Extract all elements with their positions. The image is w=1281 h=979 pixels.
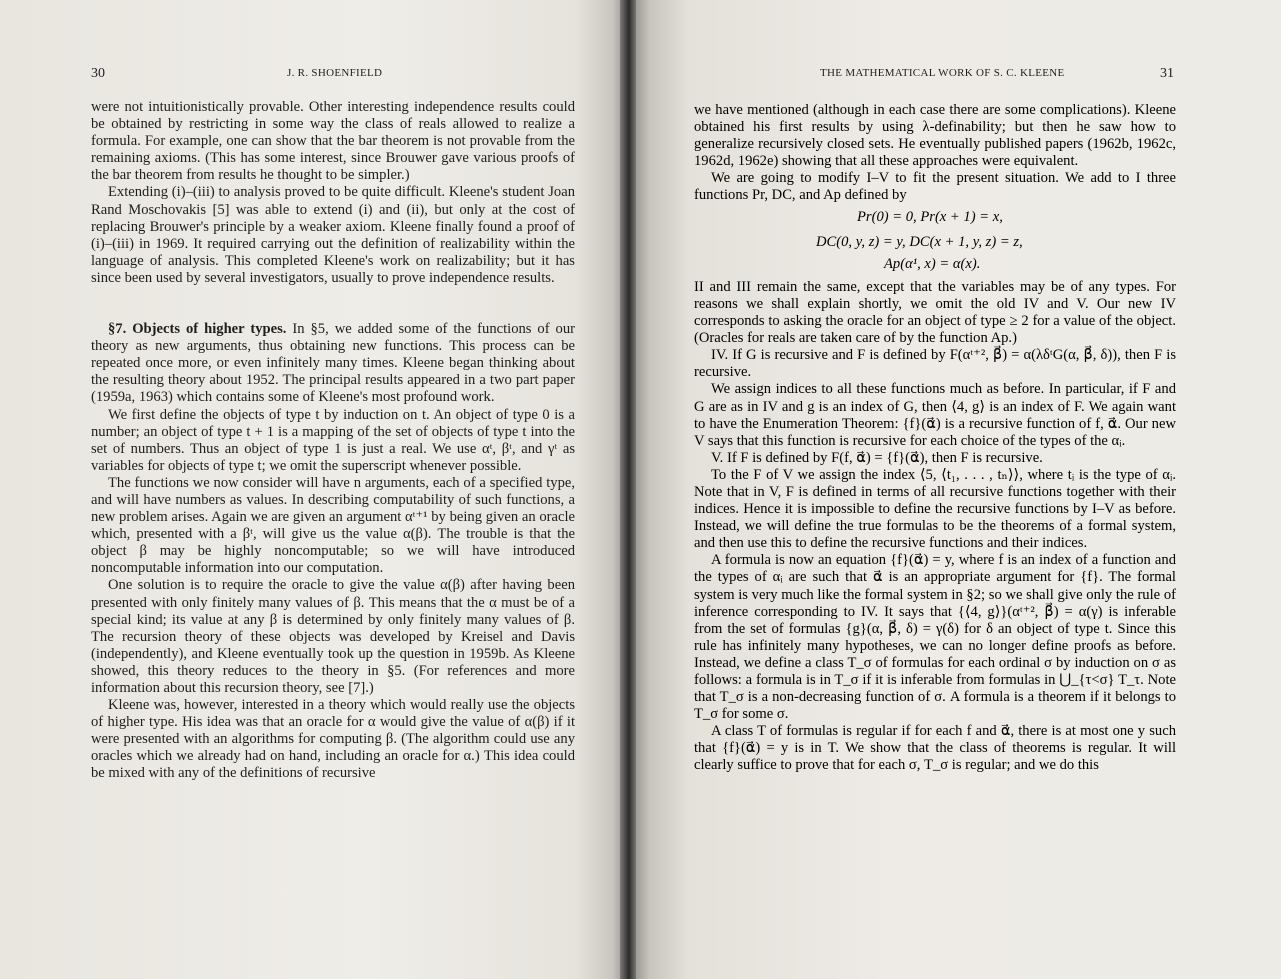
paragraph: The functions we now consider will have n arguments, each of a specified type, and will have numbers as values. In describing computability of such functions, a new problem arises. Again we are given an argument αᵗ⁺¹ by being given an oracle which, presented with a βᵗ, will give us the value α(β). The trouble is that the object β may be highly noncomputable; so we will have introduced noncomputable information into our computation. (91, 474, 575, 577)
book-gutter (620, 0, 636, 979)
section-paragraph (91, 321, 575, 406)
section-heading: §7. Objects of higher types. (108, 321, 287, 338)
paragraph: IV. If G is recursive and F is defined by F(αᵗ⁺², β⃗) = α(λδᵗG(α, β⃗, δ)), then F is recursive. (694, 347, 1176, 381)
page-number: 31 (1160, 66, 1174, 81)
paragraph: A class T of formulas is regular if for each f and α⃗, there is at most one y such that {f}(α⃗) = y is in T. We show that the class of theorems is regular. It will clearly suffice to prove that for each σ, T_σ is regular; and we do this (694, 723, 1176, 774)
left-page (0, 0, 625, 979)
paragraph: V. If F is defined by F(f, α⃗) = {f}(α⃗), then F is recursive. (711, 449, 1043, 466)
paragraph: We are going to modify I–V to fit the present situation. We add to I three functions Pr, DC, and Ap defined by (694, 170, 1176, 204)
paragraph-text: In §5, we added some of the functions of our theory as new arguments, thus obtaining new functions. This process can be repeated once more, or even infinitely many times. Kleene began thinking about the resulting theory about 1952. The principal results appeared in a two part paper (1959a, 1963) which contains some of Kleene's most profound work. (91, 321, 576, 406)
equation: DC(0, y, z) = y, DC(x + 1, y, z) = z, (816, 233, 1023, 250)
paragraph: We first define the objects of type t by induction on t. An object of type 0 is a number; an object of type t + 1 is a mapping of the set of objects of type t into the set of numbers. Thus an object of type 1 is just a real. We use αᵗ, βᵗ, and γᵗ as variables for objects of type t; we omit the superscript whenever possible. (91, 406, 575, 474)
paragraph: II and III remain the same, except that the variables may be of any types. For reasons we shall explain shortly, we omit the old IV and V. Our new IV corresponds to asking the oracle for an object of type ≥ 2 for a value of the object. (Oracles for reals are taken care of by the function Ap.) (694, 278, 1176, 347)
right-body-text (694, 102, 1176, 775)
paragraph: To the F of V we assign the index ⟨5, ⟨t₁, . . . , tₙ⟩⟩, where tᵢ is the type of αᵢ. Note that in V, F is defined in terms of all recursive functions together with their indices. Hence it is impossible to define the recursive functions by I–V as before. Instead, we will define the true formulas to be the theorems of a formal system, and then use this to define the recursive functions and their indices. (694, 466, 1176, 552)
equation: Ap(α¹, x) = α(x). (884, 255, 981, 272)
paragraph: A formula is now an equation {f}(α⃗) = y, where f is an index of a function and the types of αᵢ are such that α⃗ is an appropriate argument for {f}. The formal system is very much like the formal system in §2; so we shall give only the rule of inference corresponding to IV. It says that {⟨4, g⟩}(αᵗ⁺², β⃗) = α(γ) is inferable from the set of formulas {g}(α, β⃗, δ) = γ(δ) for δ an object of type t. Since this rule has infinitely many hypotheses, we can no longer define proofs as before. Instead, we define a class T_σ of formulas for each ordinal σ by induction on σ as follows: a formula is in T_σ if it is inferable from formulas in ⋃_{τ<σ} T_τ. Note that T_σ is a non-decreasing function of σ. A formula is a theorem if it belongs to T_σ for some σ. (694, 552, 1176, 723)
paragraph: We assign indices to all these functions much as before. In particular, if F and G are as in IV and g is an index of G, then ⟨4, g⟩ is an index of F. We again want to have the Enumeration Theorem: {f}(α⃗) is a recursive function of f, α⃗. Our new V says that this function is recursive for each choice of the types of the αᵢ. (694, 381, 1176, 449)
page-number: 30 (91, 66, 105, 81)
paragraph: we have mentioned (although in each case there are some complications). Kleene obtained his first results by using λ-definability; but then he saw how to generalize recursively closed sets. He eventually published papers (1962b, 1962c, 1962d, 1962e) showing that all these approaches were equivalent. (694, 102, 1176, 170)
paragraph: Extending (i)–(iii) to analysis proved to be quite difficult. Kleene's student Joan Rand Moschovakis [5] was able to extend (i) and (ii), but only at the cost of replacing Brouwer's principle by a weaker axiom. Kleene finally found a proof of (i)–(iii) in 1969. It required carrying out the definition of realizability within the language of analysis. This completed Kleene's work on realizability; but it has since been used by several investigators, usually to prove independence results. (91, 184, 575, 286)
equation: Pr(0) = 0, Pr(x + 1) = x, (857, 208, 1003, 225)
paragraph: were not intuitionistically provable. Other interesting independence results could be obtained by restricting in some way the class of reals allowed to realize a formula. For example, one can show that the bar theorem is not provable from the remaining axioms. (This has some interest, since Brouwer gave various proofs of the bar theorem from results he thought to be simpler.) (91, 99, 575, 184)
running-head: J. R. SHOENFIELD (287, 67, 383, 79)
paragraph: One solution is to require the oracle to give the value α(β) after having been presented with only finitely many values of β. This means that the α must be of a special kind; its value at any β is determined by only finitely many values of β. The recursion theory of these objects was developed by Kreisel and Davis (independently), and Kleene eventually took up the question in 1959b. As Kleene showed, this theory reduces to the theory in §5. (For references and more information about this recursion theory, see [7].) (91, 577, 575, 696)
running-head: THE MATHEMATICAL WORK OF S. C. KLEENE (820, 67, 1065, 79)
paragraph: Kleene was, however, interested in a theory which would really use the objects of higher type. His idea was that an oracle for α would give the value of α(β) if it were presented with an algorithms for computing β. (The algorithm could use any oracles which we already had on hand, including an oracle for α.) This idea could be mixed with any of the definitions of recursive (91, 697, 575, 782)
left-body-text (91, 99, 575, 783)
